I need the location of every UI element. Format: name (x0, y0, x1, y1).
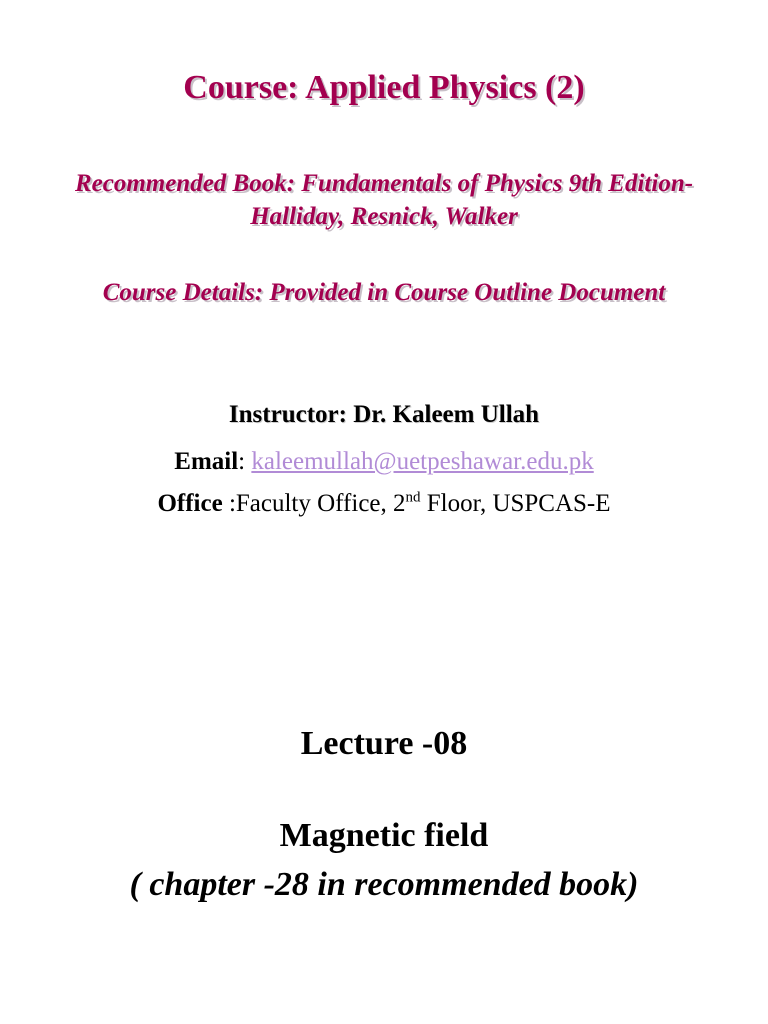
course-details: Course Details: Provided in Course Outline Document (102, 279, 666, 306)
instructor-name: Instructor: Dr. Kaleem Ullah (228, 401, 540, 428)
email-link[interactable]: kaleemullah@uetpeshawar.edu.pk (251, 448, 594, 475)
office-ordinal: nd (405, 489, 421, 506)
lecture-chapter: ( chapter -28 in recommended book) (129, 866, 639, 903)
email-label: Email (174, 448, 239, 475)
office-prefix: :Faculty Office, 2 (222, 490, 406, 517)
office-suffix: Floor, USPCAS-E (420, 490, 611, 517)
lecture-topic: Magnetic field (279, 817, 489, 854)
course-title: Course: Applied Physics (2) (183, 69, 585, 106)
email-line (0, 445, 768, 479)
office-label: Office (157, 490, 223, 517)
lecture-number: Lecture -08 (300, 725, 468, 762)
email-separator: : (238, 448, 252, 475)
office-line (0, 487, 768, 521)
recommended-book: Recommended Book: Fundamentals of Physics 9th Edition-Halliday, Resnick, Walker (74, 170, 694, 230)
